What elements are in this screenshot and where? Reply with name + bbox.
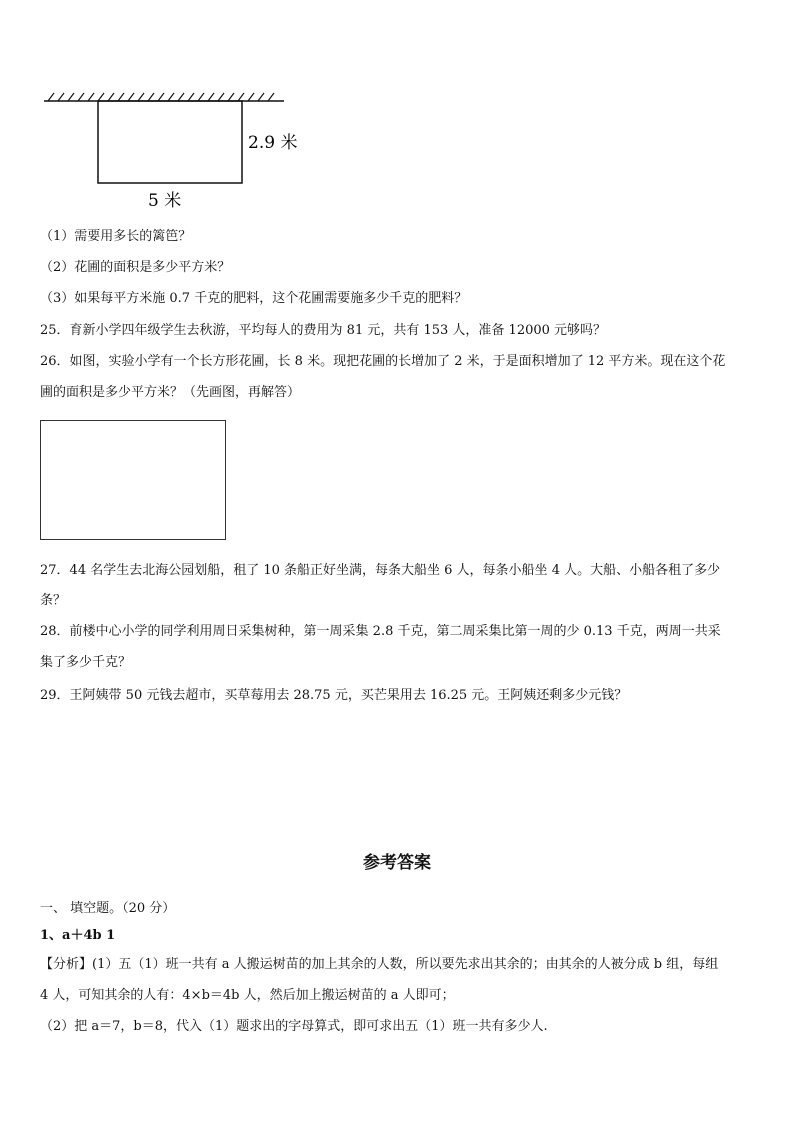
garden-rectangle [98,101,242,183]
hatch-mark [138,93,144,101]
hatch-mark [118,93,124,101]
question-26-line2: 圃的面积是多少平方米？（先画图，再解答） [40,385,301,400]
analysis-line2: 4 人，可知其余的人有：4×b＝4b 人，然后加上搬运树苗的 a 人即可； [40,988,455,1003]
analysis-line1: 【分析】(1）五（1）班一共有 a 人搬运树苗的加上其余的人数，所以要先求出其余的；由其余的人被分成 b 组，每组 [40,957,719,972]
q24-sub1: （1）需要用多长的篱笆？ [40,229,192,244]
answers-title: 参考答案 [363,853,431,873]
hatch-mark [68,93,74,101]
hatch-mark [148,93,154,101]
hatch-mark [78,93,84,101]
hatch-mark [218,93,224,101]
hatch-mark [178,93,184,101]
q24-sub2: （2）花圃的面积是多少平方米？ [40,260,231,275]
hatch-mark [258,93,264,101]
hatch-mark [268,93,274,101]
drawing-box [40,420,226,540]
width-label: 5 米 [148,191,182,211]
hatch-mark [158,93,164,101]
analysis-line3: （2）把 a＝7，b＝8，代入（1）题求出的字母算式，即可求出五（1）班一共有多少人. [40,1019,548,1034]
question-26-line1: 26．如图，实验小学有一个长方形花圃，长 8 米。现把花圃的长增加了 2 米，于是面积增加了 12 平方米。现在这个花 [40,354,726,369]
hatch-mark [198,93,204,101]
hatch-mark [248,93,254,101]
section-heading: 一、 填空题。（20 分） [40,901,176,916]
hatch-mark [168,93,174,101]
question-27-line2: 条？ [40,593,67,608]
hatch-mark [98,93,104,101]
question-27-line1: 27．44 名学生去北海公园划船，租了 10 条船正好坐满，每条大船坐 6 人，每条小船坐 4 人。大船、小船各租了多少 [40,563,721,578]
hatch-mark [208,93,214,101]
question-28-line1: 28．前楼中心小学的同学利用周日采集树种，第一周采集 2.8 千克，第二周采集比第一周的少 0.13 千克，两周一共采 [40,624,721,639]
hatch-mark [238,93,244,101]
hatch-mark [108,93,114,101]
question-28-line2: 集了多少千克？ [40,655,132,670]
question-29: 29．王阿姨带 50 元钱去超市，买草莓用去 28.75 元，买芒果用去 16.25 元。王阿姨还剩多少元钱？ [40,688,628,703]
answer-1: 1、a＋4b 1 [40,928,116,943]
hatch-mark [88,93,94,101]
height-label: 2.9 米 [248,133,298,153]
q24-sub3: （3）如果每平方米施 0.7 千克的肥料，这个花圃需要施多少千克的肥料？ [40,291,468,306]
hatch-mark [188,93,194,101]
wall-hatching [48,93,274,101]
hatch-mark [58,93,64,101]
question-25: 25．育新小学四年级学生去秋游，平均每人的费用为 81 元，共有 153 人，准备 12000 元够吗？ [40,323,607,338]
garden-diagram [0,0,794,230]
hatch-mark [48,93,54,101]
hatch-mark [128,93,134,101]
hatch-mark [228,93,234,101]
